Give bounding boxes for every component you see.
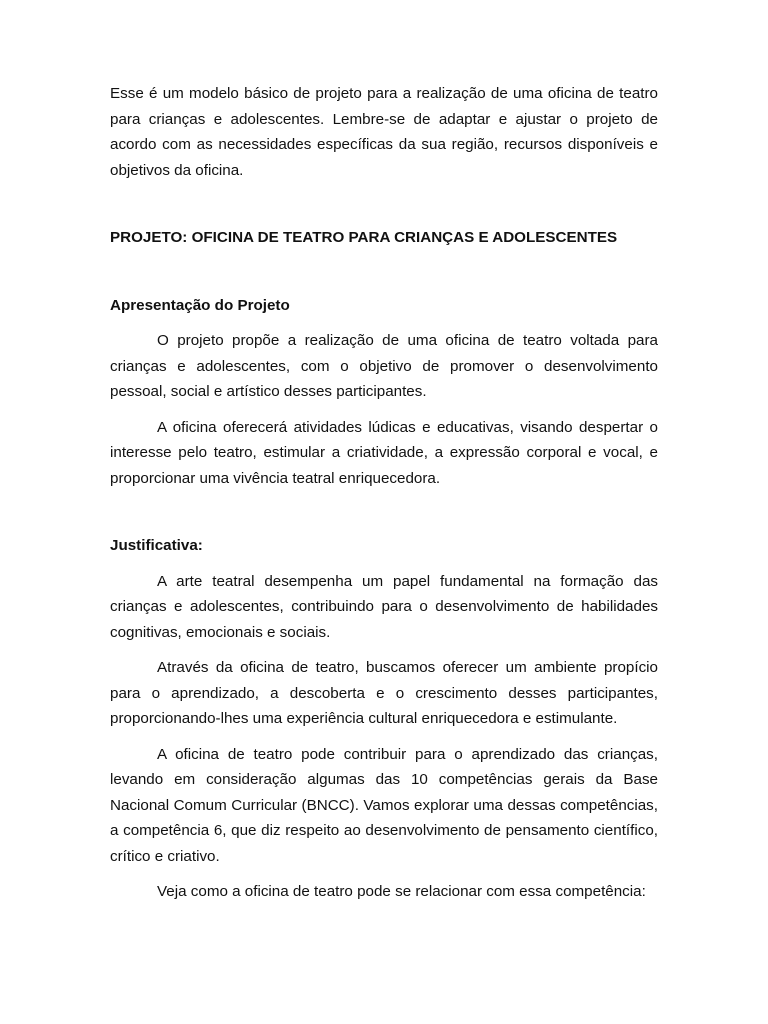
- paragraph: O projeto propõe a realização de uma oficina de teatro voltada para crianças e adolescentes, com o objetivo de promover o desenvolvimento pessoal, social e artístico desses participantes.: [110, 332, 658, 400]
- section-heading: Apresentação do Projeto: [110, 296, 290, 314]
- paragraph: Veja como a oficina de teatro pode se relacionar com essa competência:: [157, 883, 646, 900]
- project-title: PROJETO: OFICINA DE TEATRO PARA CRIANÇAS E ADOLESCENTES: [110, 229, 618, 246]
- paragraph: A oficina oferecerá atividades lúdicas e educativas, visando despertar o interesse pelo teatro, estimular a criatividade, a expressão corporal e vocal, e proporcionar uma vivência teatral enriquecedora.: [110, 418, 658, 487]
- section-justificativa: [110, 533, 658, 905]
- paragraph: A oficina de teatro pode contribuir para o aprendizado das crianças, levando em consideração algumas das 10 competências gerais da Base Nacional Comum Curricular (BNCC). Vamos explorar uma dessas competências, a competência 6, que diz respeito ao desenvolvimento de pensamento científico, crítico e criativo.: [110, 745, 658, 865]
- section-heading: Justificativa:: [110, 537, 203, 554]
- paragraph: A arte teatral desempenha um papel fundamental na formação das crianças e adolescentes, contribuindo para o desenvolvimento de habilidades cognitivas, emocionais e sociais.: [110, 572, 658, 641]
- paragraph: Através da oficina de teatro, buscamos oferecer um ambiente propício para o aprendizado, a descoberta e o crescimento desses participantes, proporcionando-lhes uma experiência cultural enriquecedora e estimulante.: [110, 659, 658, 727]
- intro-paragraph: Esse é um modelo básico de projeto para a realização de uma oficina de teatro para crianças e adolescentes. Lembre-se de adaptar e ajustar o projeto de acordo com as necessidades específicas da sua região, recursos disponíveis e objetivos da oficina.: [110, 85, 658, 179]
- section-apresentacao: [110, 293, 658, 492]
